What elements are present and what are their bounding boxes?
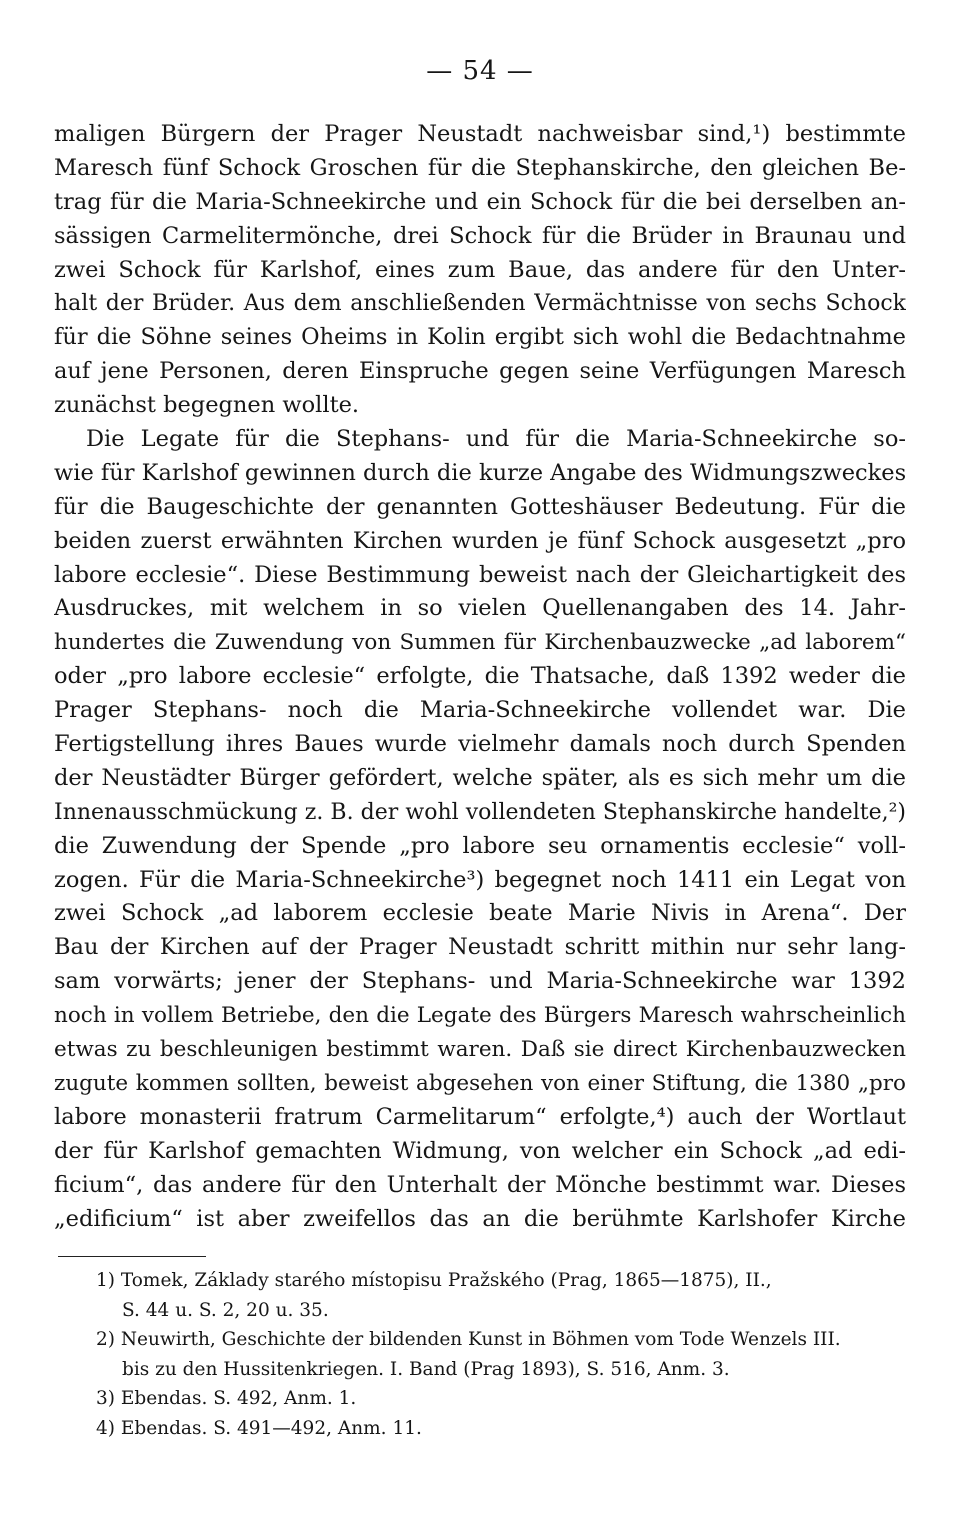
text-line: halt der Brüder. Aus dem anschließenden Vermächtnisse von sechs Schock [54, 291, 906, 317]
text-line: etwas zu beschleunigen bestimmt waren. Daß sie direct Kirchenbauzwecken [54, 1037, 906, 1063]
text-line: beiden zuerst erwähnten Kirchen wurden je fünf Schock ausgesetzt „pro [54, 527, 906, 554]
text-line: auf jene Personen, deren Einspruche gegen seine Verfügungen Maresch [54, 358, 906, 385]
text-line: sässigen Carmelitermönche, drei Schock für die Brüder in Braunau und [54, 222, 906, 249]
text-line: sam vorwärts; jener der Stephans- und Maria-Schneekirche war 1392 [54, 968, 906, 995]
text-line: zugute kommen sollten, beweist abgesehen von einer Stiftung, die 1380 „pro [54, 1070, 906, 1096]
text-line: Innenausschmückung z. B. der wohl vollendeten Stephanskirche handelte,²) [54, 799, 906, 825]
footnote-1: 1) Tomek, Základy starého místopisu Pražského (Prag, 1865—1875), II., [96, 1270, 772, 1291]
text-line: Ausdruckes, mit welchem in so vielen Quellenangaben des 14. Jahr- [54, 595, 906, 622]
footnote-divider [58, 1256, 206, 1257]
body-text [54, 118, 906, 1236]
footnote-2: 2) Neuwirth, Geschichte der bildenden Kunst in Böhmen vom Tode Wenzels III. [96, 1329, 841, 1350]
text-line: für die Söhne seines Oheims in Kolin ergibt sich wohl die Bedachtnahme [54, 324, 906, 351]
text-line: für die Baugeschichte der genannten Gotteshäuser Bedeutung. Für die [54, 493, 906, 520]
text-line: zwei Schock für Karlshof, eines zum Baue, das andere für den Unter- [54, 256, 906, 283]
text-line: zunächst begegnen wollte. [54, 392, 360, 419]
footnotes [96, 1266, 906, 1443]
text-line: trag für die Maria-Schneekirche und ein Schock für die bei derselben an- [54, 188, 906, 215]
page-number: — 54 — [426, 56, 534, 86]
text-line: Fertigstellung ihres Baues wurde vielmehr damals noch durch Spenden [54, 731, 906, 758]
text-line: Prager Stephans- noch die Maria-Schneekirche vollendet war. Die [54, 697, 906, 724]
footnote-3: 3) Ebendas. S. 492, Anm. 1. [96, 1388, 357, 1409]
text-line: labore ecclesie“. Diese Bestimmung beweist nach der Gleichartigkeit des [54, 561, 906, 588]
footnote-1-continued: S. 44 u. S. 2, 20 u. 35. [122, 1299, 329, 1321]
text-line: Maresch fünf Schock Groschen für die Stephanskirche, den gleichen Be- [54, 154, 906, 181]
paragraph-start-line: Die Legate für die Stephans- und für die Maria-Schneekirche so- [86, 426, 906, 453]
text-line: ficium“, das andere für den Unterhalt der Mönche bestimmt war. Dieses [54, 1171, 906, 1198]
text-line: wie für Karlshof gewinnen durch die kurze Angabe des Widmungszweckes [54, 459, 906, 486]
text-line: „edificium“ ist aber zweifellos das an die berühmte Karlshofer Kirche [54, 1205, 906, 1232]
text-line: zwei Schock „ad laborem ecclesie beate Marie Nivis in Arena“. Der [54, 900, 906, 927]
text-line: noch in vollem Betriebe, den die Legate des Bürgers Maresch wahrscheinlich [54, 1003, 906, 1029]
text-line: Bau der Kirchen auf der Prager Neustadt schritt mithin nur sehr lang- [54, 934, 906, 961]
footnote-4: 4) Ebendas. S. 491—492, Anm. 11. [96, 1417, 422, 1439]
text-line: zogen. Für die Maria-Schneekirche³) begegnet noch 1411 ein Legat von [54, 866, 906, 893]
text-line: der Neustädter Bürger gefördert, welche später, als es sich mehr um die [54, 764, 906, 791]
text-line: hundertes die Zuwendung von Summen für Kirchenbauzwecke „ad laborem“ [54, 630, 906, 656]
footnote-2-continued: bis zu den Hussitenkriegen. I. Band (Prag 1893), S. 516, Anm. 3. [122, 1358, 730, 1380]
text-line: die Zuwendung der Spende „pro labore seu ornamentis ecclesie“ voll- [54, 832, 906, 859]
text-line: oder „pro labore ecclesie“ erfolgte, die Thatsache, daß 1392 weder die [54, 663, 906, 690]
text-line: labore monasterii fratrum Carmelitarum“ erfolgte,⁴) auch der Wortlaut [54, 1103, 906, 1130]
text-line: maligen Bürgern der Prager Neustadt nachweisbar sind,¹) bestimmte [54, 121, 906, 147]
text-line: der für Karlshof gemachten Widmung, von welcher ein Schock „ad edi- [54, 1137, 906, 1164]
